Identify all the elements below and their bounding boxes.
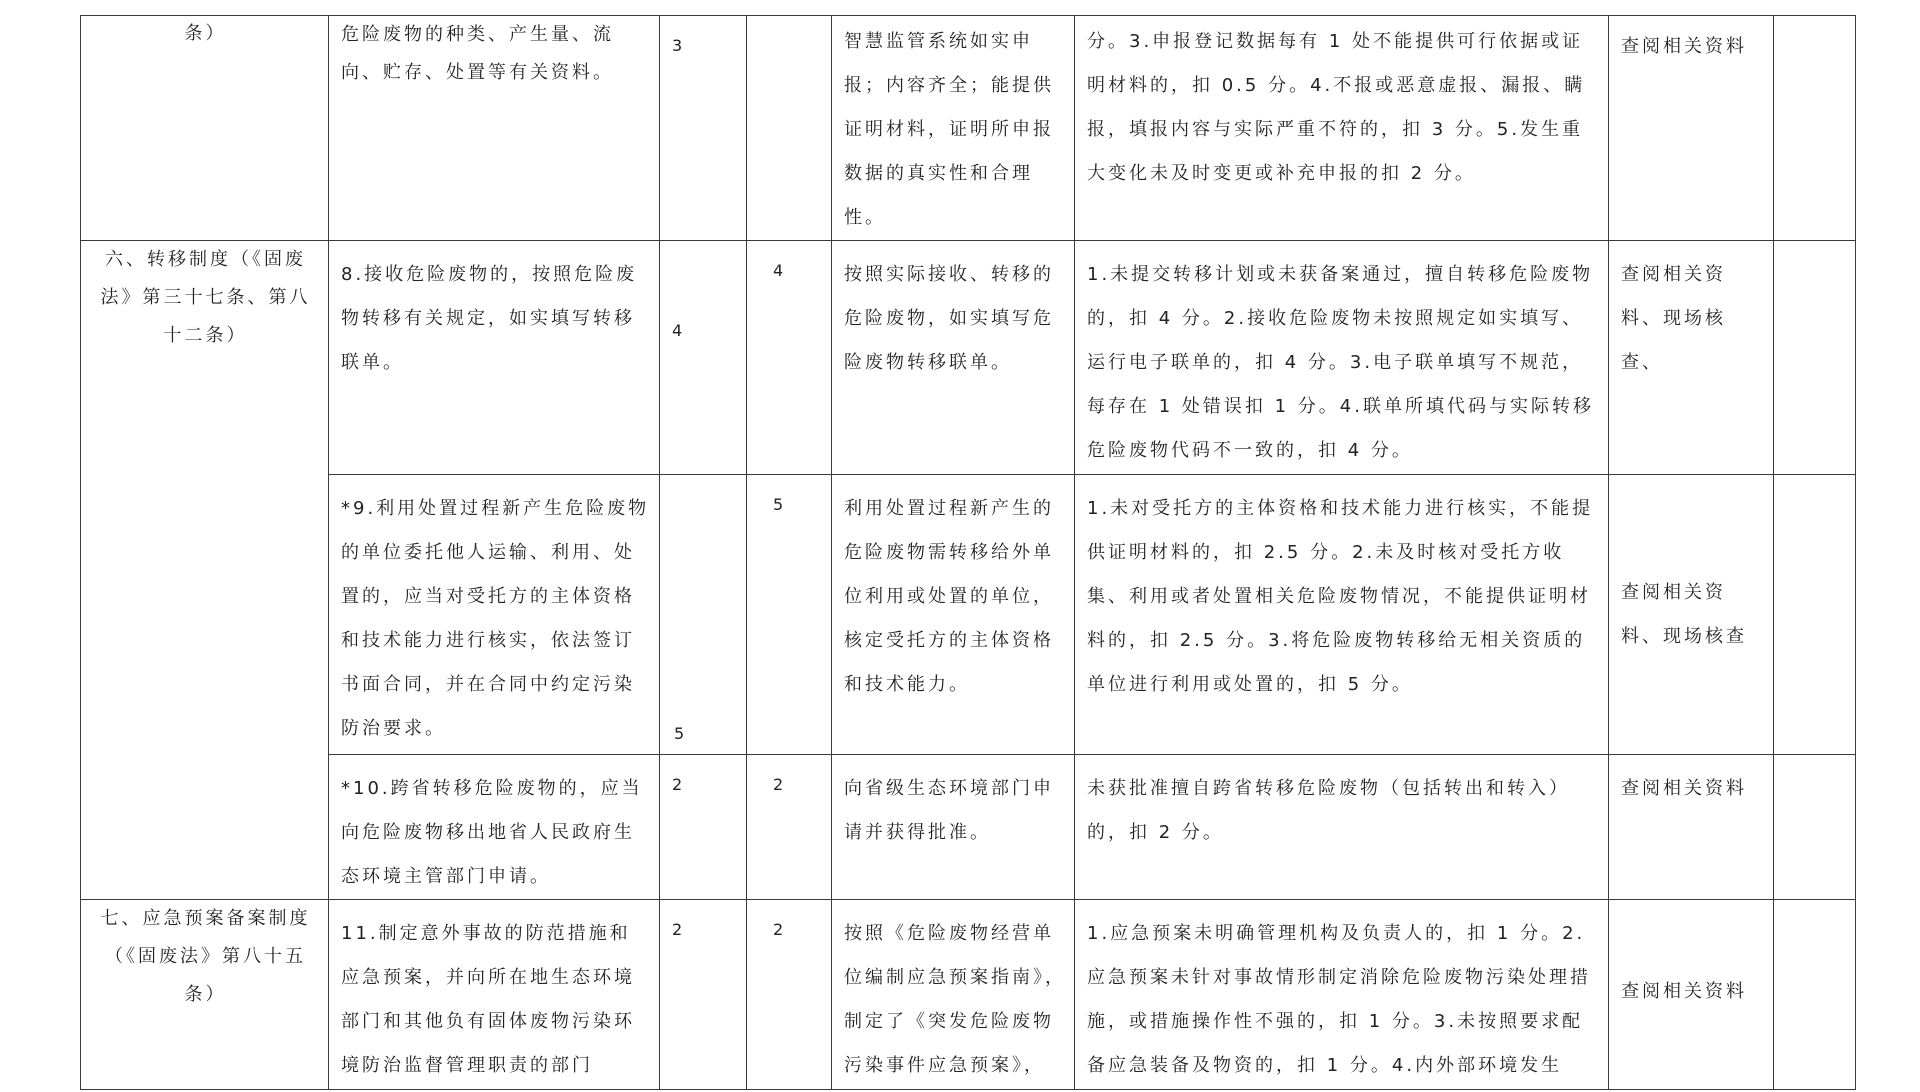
score-a: 4 (672, 321, 683, 340)
deduction-text: 1.未提交转移计划或未获备案通过，擅自转移危险废物的，扣 4 分。2.接收危险废物未按照规定如实填写、运行电子联单的，扣 4 分。3.电子联单填写不规范，每存在 1 处错误扣 1 分。4.联单所填代码与实际转移危险废物代码不一致的，扣 4 分。 (1087, 264, 1594, 461)
requirement-text: 8.接收危险废物的，按照危险废物转移有关规定，如实填写转移联单。 (341, 264, 638, 373)
score-a: 5 (674, 724, 685, 743)
deduction-cell (1075, 755, 1609, 900)
score-a-cell (660, 16, 747, 241)
method-text: 查阅相关资料、现场核查 (1621, 582, 1747, 647)
standard-text: 智慧监管系统如实申报；内容齐全；能提供证明材料，证明所申报数据的真实性和合理性。 (844, 31, 1054, 228)
method-text: 查阅相关资料 (1621, 981, 1747, 1002)
category-text: 条） (184, 23, 227, 44)
deduction-cell (1075, 16, 1609, 241)
score-a-cell (660, 475, 747, 755)
standard-cell (832, 755, 1075, 900)
method-text: 查阅相关资料、现场核查、 (1621, 264, 1726, 373)
requirement-cell (329, 241, 660, 475)
method-cell (1609, 241, 1774, 475)
method-cell (1609, 900, 1774, 1090)
requirement-text: *10.跨省转移危险废物的，应当向危险废物移出地省人民政府生态环境主管部门申请。 (341, 778, 643, 887)
deduction-text: 1.应急预案未明确管理机构及负责人的，扣 1 分。2.应急预案未针对事故情形制定消除危险废物污染处理措施，或措施操作性不强的，扣 1 分。3.未按照要求配备应急装备及物资的，扣 1 分。4.内外部环境发生 (1087, 923, 1591, 1076)
remark-cell (1774, 900, 1856, 1090)
deduction-cell (1075, 475, 1609, 755)
category-cell (81, 241, 329, 900)
method-cell (1609, 755, 1774, 900)
remark-cell (1774, 475, 1856, 755)
standard-text: 按照实际接收、转移的危险废物，如实填写危险废物转移联单。 (844, 264, 1054, 373)
remark-cell (1774, 241, 1856, 475)
score-b-cell (747, 900, 832, 1090)
standard-cell (832, 475, 1075, 755)
deduction-cell (1075, 900, 1609, 1090)
requirement-text: *9.利用处置过程新产生危险废物的单位委托他人运输、利用、处置的，应当对受托方的主体资格和技术能力进行核实，依法签订书面合同，并在合同中约定污染防治要求。 (341, 498, 650, 739)
deduction-text: 1.未对受托方的主体资格和技术能力进行核实，不能提供证明材料的，扣 2.5 分。2.未及时核对受托方收集、利用或者处置相关危险废物情况，不能提供证明材料的，扣 2.5 分。3.将危险废物转移给无相关资质的单位进行利用或处置的，扣 5 分。 (1087, 498, 1594, 695)
remark-cell (1774, 16, 1856, 241)
score-a-cell (660, 241, 747, 475)
assessment-table (80, 15, 1856, 1090)
score-a-cell (660, 900, 747, 1090)
standard-cell (832, 900, 1075, 1090)
method-cell (1609, 475, 1774, 755)
requirement-cell (329, 900, 660, 1090)
method-cell (1609, 16, 1774, 241)
score-b-cell (747, 241, 832, 475)
standard-cell (832, 241, 1075, 475)
requirement-cell (329, 475, 660, 755)
method-text: 查阅相关资料 (1621, 778, 1747, 799)
standard-text: 按照《危险废物经营单位编制应急预案指南》，制定了《突发危险废物污染事件应急预案》， (844, 923, 1066, 1076)
score-a: 2 (672, 775, 683, 794)
requirement-cell (329, 16, 660, 241)
standard-cell (832, 16, 1075, 241)
remark-cell (1774, 755, 1856, 900)
category-text: 六、转移制度（《固废法》第三十七条、第八十二条） (100, 249, 311, 346)
method-text: 查阅相关资料 (1621, 36, 1747, 57)
score-a: 2 (672, 920, 683, 939)
table-row (81, 755, 1856, 900)
category-cell (81, 900, 329, 1090)
score-b-cell (747, 475, 832, 755)
deduction-text: 分。3.申报登记数据每有 1 处不能提供可行依据或证明材料的，扣 0.5 分。4.不报或恶意虚报、漏报、瞒报，填报内容与实际严重不符的，扣 3 分。5.发生重大变化未及时变更或补充申报的扣 2 分。 (1087, 31, 1586, 184)
table-row (81, 475, 1856, 755)
deduction-cell (1075, 241, 1609, 475)
score-a: 3 (672, 36, 683, 55)
standard-text: 向省级生态环境部门申请并获得批准。 (844, 778, 1054, 843)
category-cell (81, 16, 329, 241)
score-b: 5 (773, 495, 784, 514)
score-b-cell (747, 16, 832, 241)
table-row (81, 241, 1856, 475)
standard-text: 利用处置过程新产生的危险废物需转移给外单位利用或处置的单位，核定受托方的主体资格和技术能力。 (844, 498, 1054, 695)
score-a-cell (660, 755, 747, 900)
score-b: 4 (773, 261, 784, 280)
score-b: 2 (773, 920, 784, 939)
table-row (81, 900, 1856, 1090)
requirement-cell (329, 755, 660, 900)
deduction-text: 未获批准擅自跨省转移危险废物（包括转出和转入）的，扣 2 分。 (1087, 778, 1570, 843)
category-text: 七、应急预案备案制度（《固废法》第八十五条） (100, 908, 311, 1005)
requirement-text: 11.制定意外事故的防范措施和应急预案，并向所在地生态环境部门和其他负有固体废物污染环境防治监督管理职责的部门 (341, 923, 635, 1076)
requirement-text: 危险废物的种类、产生量、流向、贮存、处置等有关资料。 (341, 24, 614, 83)
score-b-cell (747, 755, 832, 900)
table-row (81, 16, 1856, 241)
score-b: 2 (773, 775, 784, 794)
